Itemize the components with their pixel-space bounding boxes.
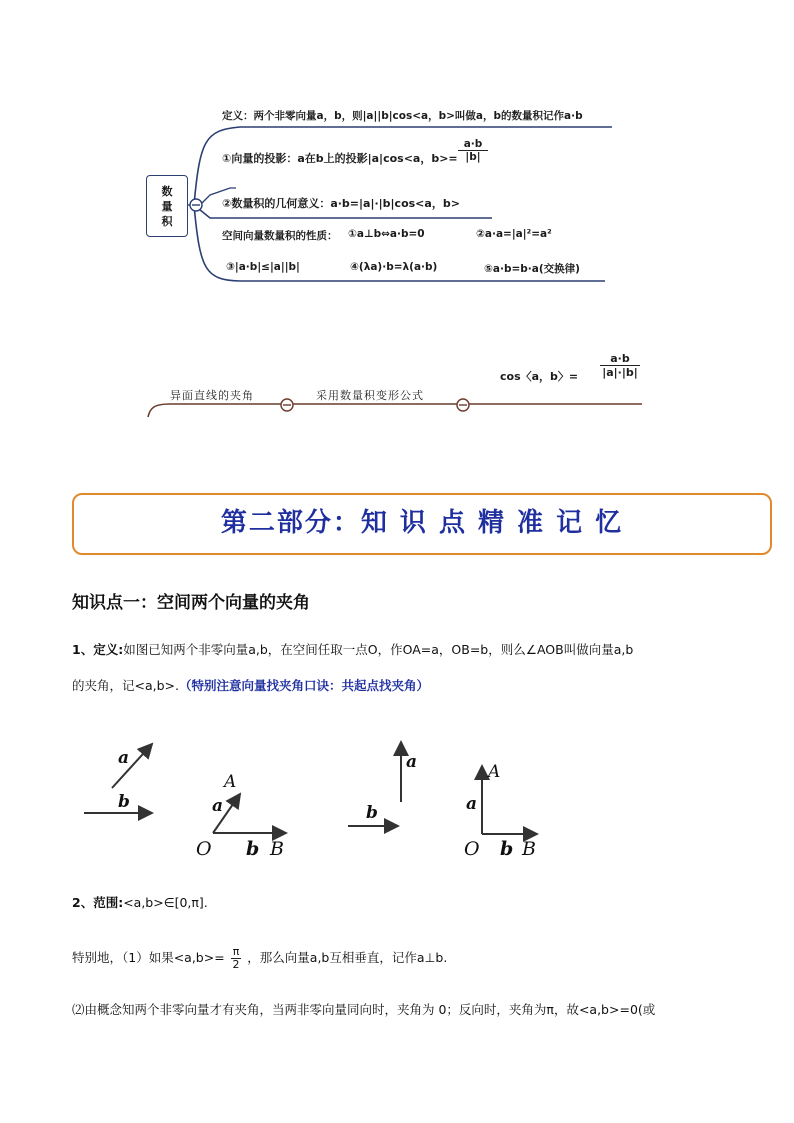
mindmap2-formula-fraction: [600, 352, 640, 379]
special-fraction: [231, 946, 242, 971]
projection-denominator: |b|: [465, 151, 481, 163]
definition-line-2: [72, 676, 429, 696]
part-title: 第二部分：知 识 点 精 准 记 忆: [220, 508, 624, 538]
mindmap-projection: ①向量的投影：a在b上的投影|a|cos<a，b>=: [222, 152, 458, 165]
mindmap-prop-2: ②a·a=|a|²=a²: [476, 228, 552, 240]
mindmap-root-node: [146, 175, 188, 237]
fig2-label-a: a: [212, 796, 224, 816]
fig2-label-B: B: [270, 838, 284, 860]
fig4-label-b: b: [500, 838, 514, 860]
fig4-label-B: B: [522, 838, 536, 860]
vector-figures: [70, 730, 570, 870]
range-label: 2、范围:: [72, 895, 124, 910]
special-frac-num: π: [232, 945, 240, 958]
range-line: [72, 893, 208, 913]
mindmap-prop-3: ③|a·b|≤|a||b|: [226, 261, 300, 273]
fig2-label-b: b: [246, 838, 260, 860]
special-frac-den: 2: [232, 958, 240, 971]
definition-text-1: 如图已知两个非零向量a,b，在空间任取一点O，作OA=a，OB=b，则么∠AOB叫做向量a,b: [123, 642, 634, 657]
special-text-1b: ，那么向量a,b互相垂直，记作a⊥b.: [247, 950, 448, 965]
fig1-label-a: a: [118, 748, 130, 768]
fig3-label-a: a: [406, 752, 418, 772]
mindmap-properties-label: 空间向量数量积的性质：: [222, 230, 338, 242]
mindmap2-label-1: 异面直线的夹角: [170, 389, 254, 402]
definition-tip: （特别注意向量找夹角口诀：共起点找夹角）: [179, 678, 430, 693]
fig2-label-O: O: [196, 838, 212, 860]
fig3-label-b: b: [366, 803, 378, 823]
section-title: 知识点一：空间两个向量的夹角: [72, 593, 310, 613]
mindmap2-label-2: 采用数量积变形公式: [316, 389, 424, 402]
definition-label: 1、定义:: [72, 642, 124, 657]
special-text-1a: 特别地，（1）如果<a,b>=: [72, 950, 225, 965]
formula-denominator: |a|·|b|: [602, 366, 638, 379]
formula-numerator: a·b: [600, 352, 640, 366]
mindmap-root-label: 数 量 积: [161, 185, 173, 228]
fig1-label-b: b: [118, 792, 130, 812]
mindmap-definition: 定义：两个非零向量a，b，则|a||b|cos<a，b>叫做a，b的数量积记作a·b: [222, 110, 583, 122]
projection-numerator: a·b: [458, 138, 488, 151]
definition-text-2: 的夹角，记<a,b>.: [72, 678, 179, 693]
part-title-box: [72, 493, 772, 555]
special-line-2: ⑵由概念知两个非零向量才有夹角，当两非零向量同向时，夹角为 0；反向时，夹角为π，故<a,b>=0(或: [72, 1002, 656, 1017]
mindmap-2-lines: [0, 340, 794, 430]
mindmap-projection-fraction: [458, 138, 488, 163]
mindmap-prop-4: ④(λa)·b=λ(a·b): [350, 261, 438, 273]
mindmap-prop-5: ⑤a·b=b·a(交换律): [484, 263, 580, 275]
mindmap2-formula-left: cos〈a，b〉=: [500, 370, 579, 383]
mindmap-prop-1: ①a⊥b⇔a·b=0: [348, 228, 425, 240]
fig4-label-O: O: [464, 838, 480, 860]
fig2-label-A: A: [224, 772, 237, 792]
range-text: <a,b>∈[0,π].: [123, 895, 208, 910]
fig4-label-a: a: [466, 794, 478, 814]
special-line-1: [72, 946, 447, 971]
fig4-label-A: A: [488, 762, 501, 782]
mindmap-geometry: ②数量积的几何意义：a·b=|a|·|b|cos<a，b>: [222, 197, 460, 210]
definition-line-1: [72, 640, 633, 660]
